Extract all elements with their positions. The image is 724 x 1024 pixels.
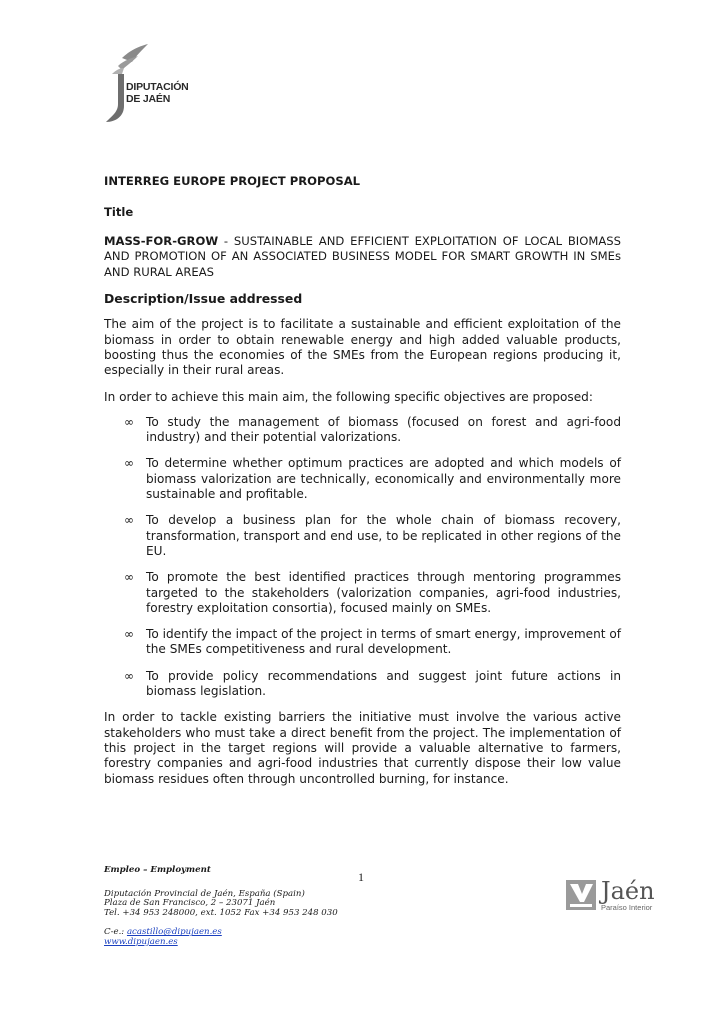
jaen-logo-mark-icon bbox=[566, 880, 598, 912]
email-link[interactable]: acastillo@dipujaen.es bbox=[126, 927, 222, 938]
objective-text: To provide policy recommendations and suggest joint future actions in biomass legislation. bbox=[146, 668, 621, 699]
footer-department: Empleo – Employment bbox=[104, 865, 211, 875]
diputacion-logo-text bbox=[126, 81, 189, 105]
website-link[interactable]: www.dipujaen.es bbox=[104, 936, 178, 947]
infinity-bullet-icon: ∞ bbox=[124, 513, 134, 528]
logo-line-1: DIPUTACIÓN bbox=[126, 81, 189, 93]
infinity-bullet-icon: ∞ bbox=[124, 414, 134, 429]
list-item bbox=[104, 456, 621, 502]
jaen-logo-word: Jaén bbox=[601, 877, 655, 905]
paragraph-objectives-intro: In order to achieve this main aim, the following specific objectives are proposed: bbox=[104, 389, 593, 404]
list-item bbox=[104, 627, 621, 658]
list-item bbox=[104, 570, 621, 616]
project-title bbox=[104, 234, 621, 281]
objective-text: To promote the best identified practices through mentoring programmes targeted to the stakeholders (valorization companies, agri-food industries, forestry exploitation consortia), focused mainly on SMEs. bbox=[146, 570, 621, 615]
email-label: C-e.: bbox=[104, 927, 127, 938]
footer-address-line: Diputación Provincial de Jaén, España (Spain) bbox=[104, 888, 305, 899]
diputacion-logo bbox=[104, 44, 214, 124]
list-item bbox=[104, 669, 621, 700]
objective-text: To identify the impact of the project in terms of smart energy, improvement of the SMEs competitiveness and rural development. bbox=[146, 627, 621, 657]
infinity-bullet-icon: ∞ bbox=[124, 627, 134, 642]
infinity-bullet-icon: ∞ bbox=[124, 668, 134, 683]
infinity-bullet-icon: ∞ bbox=[124, 456, 134, 471]
paragraph-aim: The aim of the project is to facilitate a sustainable and efficient exploitation of the biomass in order to obtain renewable energy and high added valuable products, boosting thus the economies of the SMEs from the European regions producing it, especially in their rural areas. bbox=[104, 317, 621, 378]
objective-text: To determine whether optimum practices are adopted and which models of biomass valorization are technically, economically and environmentally more sustainable and profitable. bbox=[146, 456, 621, 502]
objective-text: To develop a business plan for the whole chain of biomass recovery, transformation, transport and end use, to be replicated in other regions of the EU. bbox=[146, 513, 621, 558]
objective-text: To study the management of biomass (focused on forest and agri-food industry) and their potential valorizations. bbox=[146, 414, 621, 445]
infinity-bullet-icon: ∞ bbox=[124, 570, 134, 585]
footer-website-line bbox=[104, 938, 338, 948]
project-title-text: - SUSTAINABLE AND EFFICIENT EXPLOITATION OF LOCAL BIOMASS AND PROMOTION OF AN ASSOCIATED BUSINESS MODEL FOR SMART GROWTH IN SMEs AND RURAL AREAS bbox=[104, 233, 621, 279]
jaen-logo bbox=[566, 877, 666, 912]
logo-line-2: DE JAÉN bbox=[126, 93, 171, 105]
list-item bbox=[104, 513, 621, 559]
jaen-logo-tagline: Paraíso Interior bbox=[601, 903, 653, 912]
document-heading: INTERREG EUROPE PROJECT PROPOSAL bbox=[104, 174, 361, 188]
section-heading: Description/Issue addressed bbox=[104, 291, 303, 307]
footer-address-line: Tel. +34 953 248000, ext. 1052 Fax +34 953 248 030 bbox=[104, 907, 338, 918]
project-acronym: MASS-FOR-GROW bbox=[104, 233, 219, 248]
paragraph-barriers: In order to tackle existing barriers the initiative must involve the various active stakeholders who must take a direct benefit from the project. The implementation of this project in the target regions will provide a valuable alternative to farmers, forestry companies and agri-food industries that currently dispose their low value biomass residues often through uncontrolled burning, for instance. bbox=[104, 710, 621, 786]
objectives-list bbox=[104, 415, 621, 699]
document-body bbox=[104, 174, 621, 787]
title-label: Title bbox=[104, 205, 134, 220]
footer-address-line: Plaza de San Francisco, 2 – 23071 Jaén bbox=[104, 898, 276, 909]
list-item bbox=[104, 415, 621, 446]
page-number: 1 bbox=[358, 870, 364, 884]
footer bbox=[104, 866, 338, 948]
